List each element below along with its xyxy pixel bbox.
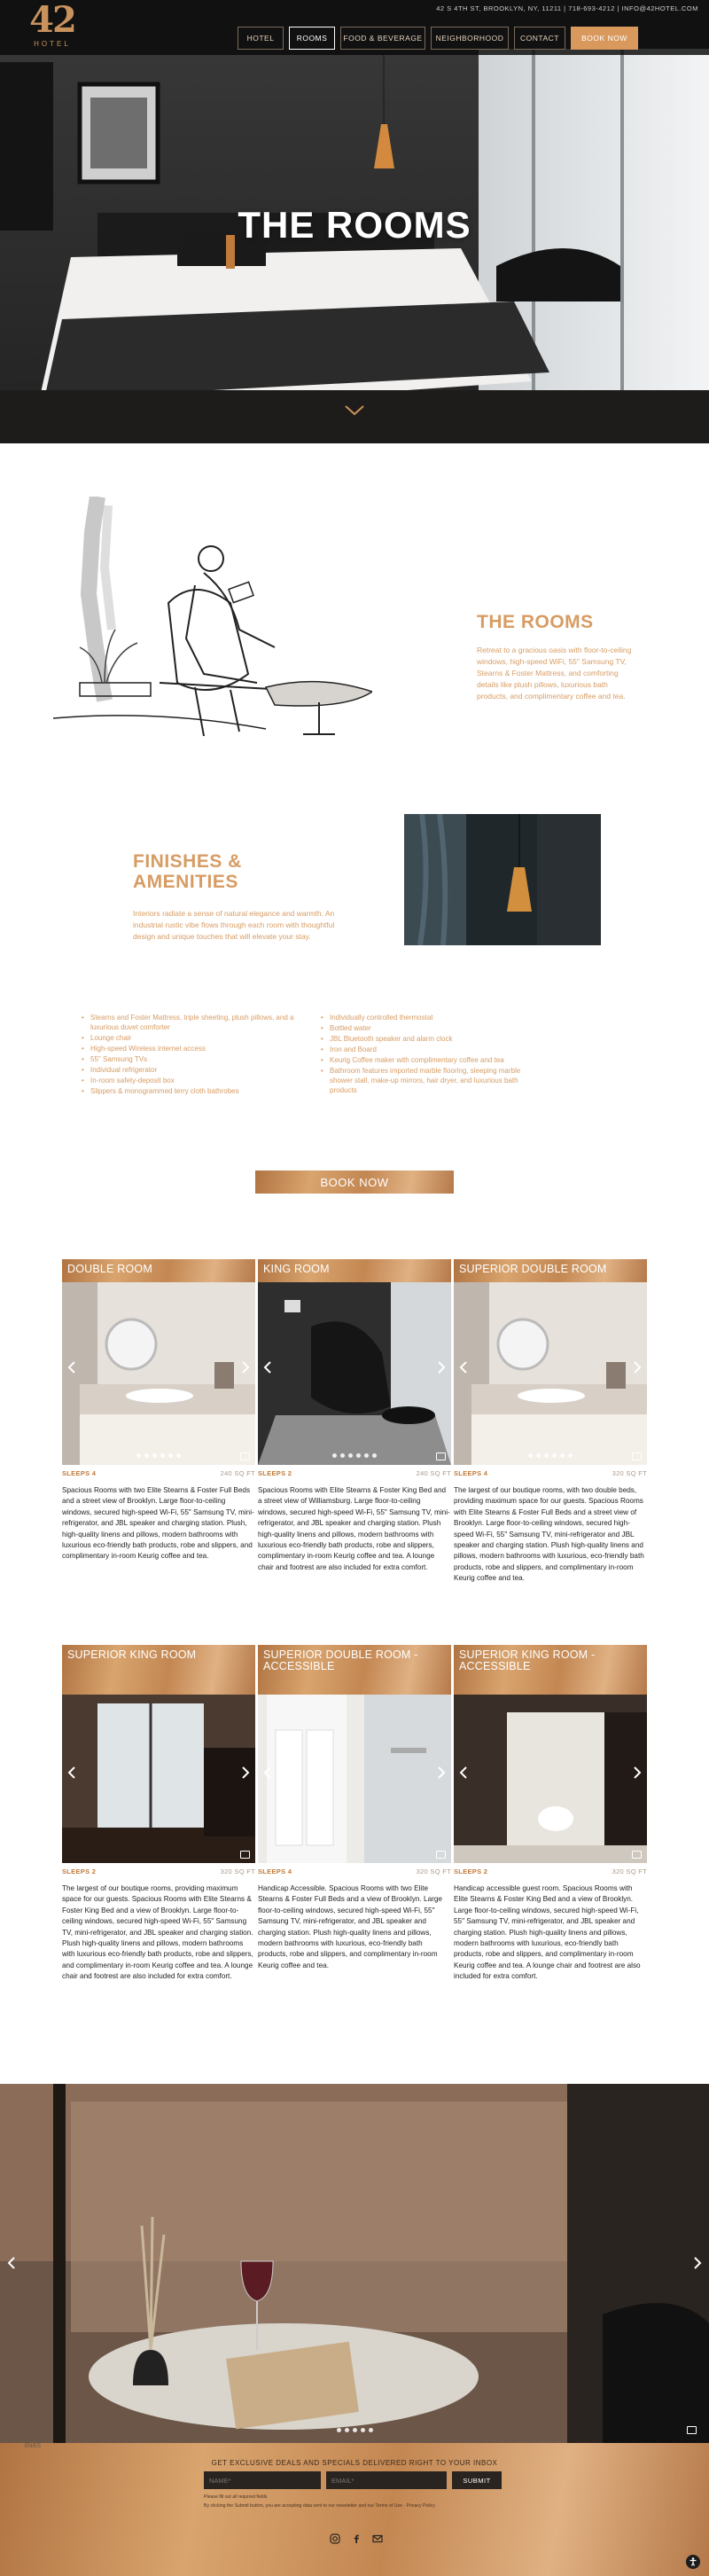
room-description: Spacious Rooms with Elite Stearns & Foster King Bed and a street view of Williamsburg. Large floor-to-ceiling windows, secured high-speed Wi-Fi, 55" Samsung TV, mini-refrigerator, and JBL speaker and charging station. Plush high-quality linens and pillows, modern bathrooms with luxurious eco-friendly bath products, robe and slippers, complimentary in-room Keurig coffee and tea. A lounge chair and footrest are also included for extra comfort.: [258, 1486, 450, 1571]
room-card-superior-double: [454, 1259, 647, 1632]
logo-word: HOTEL: [34, 40, 71, 48]
carousel-next-icon[interactable]: [437, 1766, 446, 1780]
gallery-dots[interactable]: [0, 2428, 709, 2432]
room-sleeps: SLEEPS 4: [258, 1867, 292, 1875]
carousel-next-icon[interactable]: [633, 1360, 642, 1374]
carousel-next-icon[interactable]: [633, 1766, 642, 1780]
fullscreen-icon[interactable]: [687, 2426, 697, 2434]
amenity-item: • 55" Samsung TVs: [82, 1054, 303, 1064]
pendant-lamp-photo: [404, 814, 601, 945]
rooms-intro-text: Retreat to a gracious oasis with floor-to-ceiling windows, high-speed WiFi, 55" Samsung TV, Stearns & Foster Mattress, and comforting details like plush pillows, luxurious bath products, and complimentary coffee and tea.: [477, 646, 632, 701]
room-title: SUPERIOR DOUBLE ROOM - ACCESSIBLE: [258, 1645, 451, 1695]
room-photo-carousel[interactable]: [258, 1695, 451, 1863]
newsletter-required-note: Please fill out all required fields: [204, 2494, 268, 2500]
room-title: KING ROOM: [258, 1259, 451, 1282]
newsletter-fine-print: By clicking the Submit button, you are accepting data sent to our newsletter and our Terms of Use · Privacy Policy: [204, 2503, 435, 2509]
name-input[interactable]: [204, 2471, 321, 2489]
contact-info: 42 S 4TH ST, BROOKLYN, NY, 11211 | 718-693-4212 | INFO@42HOTEL.COM: [436, 4, 698, 12]
room-sleeps: SLEEPS 2: [62, 1867, 97, 1875]
carousel-prev-icon[interactable]: [67, 1766, 76, 1780]
amenity-item: • Iron and Board: [321, 1045, 542, 1054]
nav-hotel[interactable]: HOTEL: [238, 27, 284, 50]
room-card-superior-king-accessible: [454, 1645, 647, 2017]
amenity-item: • Individually controlled thermostat: [321, 1013, 542, 1022]
top-navigation-bar: [0, 0, 709, 55]
towels-photo: [258, 1695, 451, 1863]
amenity-item: • In-room safety-deposit box: [82, 1076, 303, 1085]
hero-section: [0, 0, 709, 443]
instagram-icon[interactable]: [330, 2533, 340, 2544]
carousel-next-icon[interactable]: [437, 1360, 446, 1374]
room-size: 240 SQ FT: [416, 1469, 451, 1477]
finishes-text: Interiors radiate a sense of natural elegance and warmth. An industrial rustic vibe flows through each room with thoughtful design and unique touches that will elevate your stay.: [133, 909, 335, 942]
finishes-heading-line2: AMENITIES: [133, 872, 238, 893]
amenity-item: • Individual refrigerator: [82, 1065, 303, 1075]
room-title: SUPERIOR DOUBLE ROOM: [454, 1259, 647, 1282]
room-sleeps: SLEEPS 4: [454, 1469, 488, 1477]
room-description: The largest of our boutique rooms, with two double beds, providing maximum space for our guests. Spacious Rooms with Elite Stearns & Foster Full Beds and a street view of Brooklyn. Large floor-to-ceiling windows, secured high-speed Wi-Fi, 55" Samsung TV, mini-refrigerator and JBL speaker and charging station. Plush high-quality linens and pillows, modern bathrooms with luxurious, eco-friendly bath products, robe and slippers, and complimentary in-room Keurig coffee and tea.: [454, 1486, 644, 1583]
amenity-item: • Stearns and Foster Mattress, triple sheeting, plush pillows, and a luxurious duvet comforter: [82, 1013, 303, 1032]
language-switcher[interactable]: EN/ES: [25, 2444, 42, 2449]
room-size: 320 SQ FT: [416, 1867, 451, 1875]
nav-book-now-button[interactable]: BOOK NOW: [571, 27, 638, 50]
amenities-list: [82, 1013, 631, 1097]
bathroom-photo: [62, 1282, 255, 1465]
accessibility-icon[interactable]: [686, 2555, 700, 2569]
rooms-intro-heading: THE ROOMS: [477, 612, 594, 632]
finishes-heading-line1: FINISHES &: [133, 851, 242, 872]
fullscreen-icon[interactable]: [240, 1851, 250, 1859]
accessible-bathroom-photo: [454, 1695, 647, 1863]
amenity-item: • Lounge chair: [82, 1033, 303, 1043]
gallery-prev-icon[interactable]: [7, 2256, 16, 2270]
amenity-item: • JBL Bluetooth speaker and alarm clock: [321, 1034, 542, 1044]
amenities-list-left: [82, 1013, 303, 1097]
amenity-item: • Keurig Coffee maker with complimentary coffee and tea: [321, 1055, 542, 1065]
carousel-prev-icon[interactable]: [263, 1360, 272, 1374]
room-title: SUPERIOR KING ROOM - ACCESSIBLE: [454, 1645, 647, 1695]
nav-rooms[interactable]: ROOMS: [289, 27, 335, 50]
facebook-icon[interactable]: [351, 2533, 362, 2544]
room-card-superior-king: [62, 1645, 255, 2017]
room-sleeps: SLEEPS 2: [454, 1867, 488, 1875]
carousel-prev-icon[interactable]: [459, 1766, 468, 1780]
room-description: The largest of our boutique rooms, providing maximum space for our guests. Spacious Rooms with Elite Stearns & Foster King Bed and a view of Brooklyn. Large floor-to-ceiling windows, secured high-speed Wi-Fi, 55" Samsung TV, mini-refrigerator, and JBL speaker and charging station. Plush high-quality linens and pillows, modern bathrooms with luxurious eco-friendly bath products, robe and slippers, and complimentary in-room Keurig coffee and tea. A lounge chair and footrest are also included for extra comfort.: [62, 1884, 253, 1981]
amenity-item: • Slippers & monogrammed terry cloth bathrobes: [82, 1086, 303, 1096]
fullscreen-icon[interactable]: [436, 1851, 446, 1859]
newsletter-footer: [0, 2443, 709, 2576]
fullscreen-icon[interactable]: [436, 1452, 446, 1460]
main-nav: [238, 27, 638, 50]
carousel-dots[interactable]: [454, 1453, 647, 1458]
nav-food-beverage[interactable]: FOOD & BEVERAGE: [340, 27, 425, 50]
carousel-prev-icon[interactable]: [67, 1360, 76, 1374]
room-sleeps: SLEEPS 2: [258, 1469, 292, 1477]
amenity-item: • Bathroom features imported marble flooring, sleeping marble shower stall, make-up mirrors, hair dryer, and luxurious bath products: [321, 1066, 542, 1095]
bathroom-photo: [454, 1282, 647, 1465]
lounge-chair-photo: [258, 1282, 451, 1465]
chevron-down-icon[interactable]: [342, 401, 367, 419]
carousel-next-icon[interactable]: [241, 1360, 250, 1374]
hotel-logo[interactable]: [23, 0, 82, 58]
newsletter-heading: GET EXCLUSIVE DEALS AND SPECIALS DELIVERED RIGHT TO YOUR INBOX: [211, 2459, 498, 2467]
email-input[interactable]: [326, 2471, 447, 2489]
carousel-dots[interactable]: [258, 1453, 451, 1458]
room-sleeps: SLEEPS 4: [62, 1469, 97, 1477]
finishes-amenities-section: [133, 851, 354, 943]
room-size: 320 SQ FT: [220, 1867, 255, 1875]
social-links: [330, 2533, 383, 2544]
gallery-slider[interactable]: [0, 2084, 709, 2443]
submit-button[interactable]: SUBMIT: [452, 2471, 502, 2489]
nav-neighborhood[interactable]: NEIGHBORHOOD: [431, 27, 509, 50]
wine-glass-window-photo: [0, 2084, 709, 2443]
room-description: Handicap accessible guest room. Spacious Rooms with Elite Stearns & Foster King Bed and a view of Brooklyn. Large floor-to-ceiling windows, secured high-speed Wi-Fi, 55" Samsung TV, mini-refrigerator, and JBL speaker and charging station. Plush high-quality linens and pillows, modern bathrooms with luxurious, eco-friendly bath products, robe and slippers, and complimentary in-room Keurig coffee and tea. A lounge chair and footrest are also included for extra comfort.: [454, 1884, 641, 1981]
fullscreen-icon[interactable]: [632, 1452, 642, 1460]
room-photo-carousel[interactable]: [62, 1282, 255, 1465]
room-title: SUPERIOR KING ROOM: [62, 1645, 255, 1695]
room-size: 320 SQ FT: [612, 1867, 647, 1875]
room-size: 240 SQ FT: [220, 1469, 255, 1477]
room-card-king: [258, 1259, 451, 1632]
amenity-item: • Bottled water: [321, 1023, 542, 1033]
amenity-item: • High-speed Wireless internet access: [82, 1044, 303, 1053]
rooms-intro-section: [477, 612, 636, 702]
room-card-superior-double-accessible: [258, 1645, 451, 2017]
room-photo-carousel[interactable]: [454, 1695, 647, 1863]
room-card-double: [62, 1259, 255, 1632]
page-title: THE ROOMS: [238, 204, 471, 246]
amenities-list-right: [321, 1013, 542, 1097]
book-now-button[interactable]: BOOK NOW: [255, 1171, 454, 1194]
room-photo-carousel[interactable]: [454, 1282, 647, 1465]
fullscreen-icon[interactable]: [240, 1452, 250, 1460]
gallery-next-icon[interactable]: [693, 2256, 702, 2270]
carousel-dots[interactable]: [62, 1453, 255, 1458]
room-photo-carousel[interactable]: [258, 1282, 451, 1465]
logo-number: 42: [29, 0, 75, 41]
carousel-next-icon[interactable]: [241, 1766, 250, 1780]
room-description: Spacious Rooms with two Elite Stearns & Foster Full Beds and a street view of Brooklyn. Large floor-to-ceiling windows, secured high-speed Wi-Fi, 55" Samsung TV, mini-refrigerator, and JBL speaker and charging station. Plush, high-quality linens and pillows, modern bathrooms with luxurious eco-friendly bath products, robe and slippers, and complimentary in-room Keurig coffee and tea.: [62, 1486, 254, 1561]
carousel-prev-icon[interactable]: [459, 1360, 468, 1374]
lounge-chair-sketch-illustration: [53, 497, 372, 763]
room-photo-carousel[interactable]: [62, 1695, 255, 1863]
fullscreen-icon[interactable]: [632, 1851, 642, 1859]
nav-contact[interactable]: CONTACT: [514, 27, 565, 50]
room-size: 320 SQ FT: [612, 1469, 647, 1477]
room-description: Handicap Accessible. Spacious Rooms with two Elite Stearns & Foster Full Beds and a view of Brooklyn. Large floor-to-ceiling windows, secured high-speed Wi-Fi, 55" Samsung TV, mini-refrigerator, and JBL speaker and charging station. Plush high-quality linens and pillows, modern bathrooms with luxurious, eco-friendly bath products, robe and slippers, and complimentary in-room Keurig coffee and tea.: [258, 1884, 442, 1969]
room-title: DOUBLE ROOM: [62, 1259, 255, 1282]
email-icon[interactable]: [372, 2533, 383, 2544]
carousel-prev-icon[interactable]: [263, 1766, 272, 1780]
window-room-photo: [62, 1695, 255, 1863]
